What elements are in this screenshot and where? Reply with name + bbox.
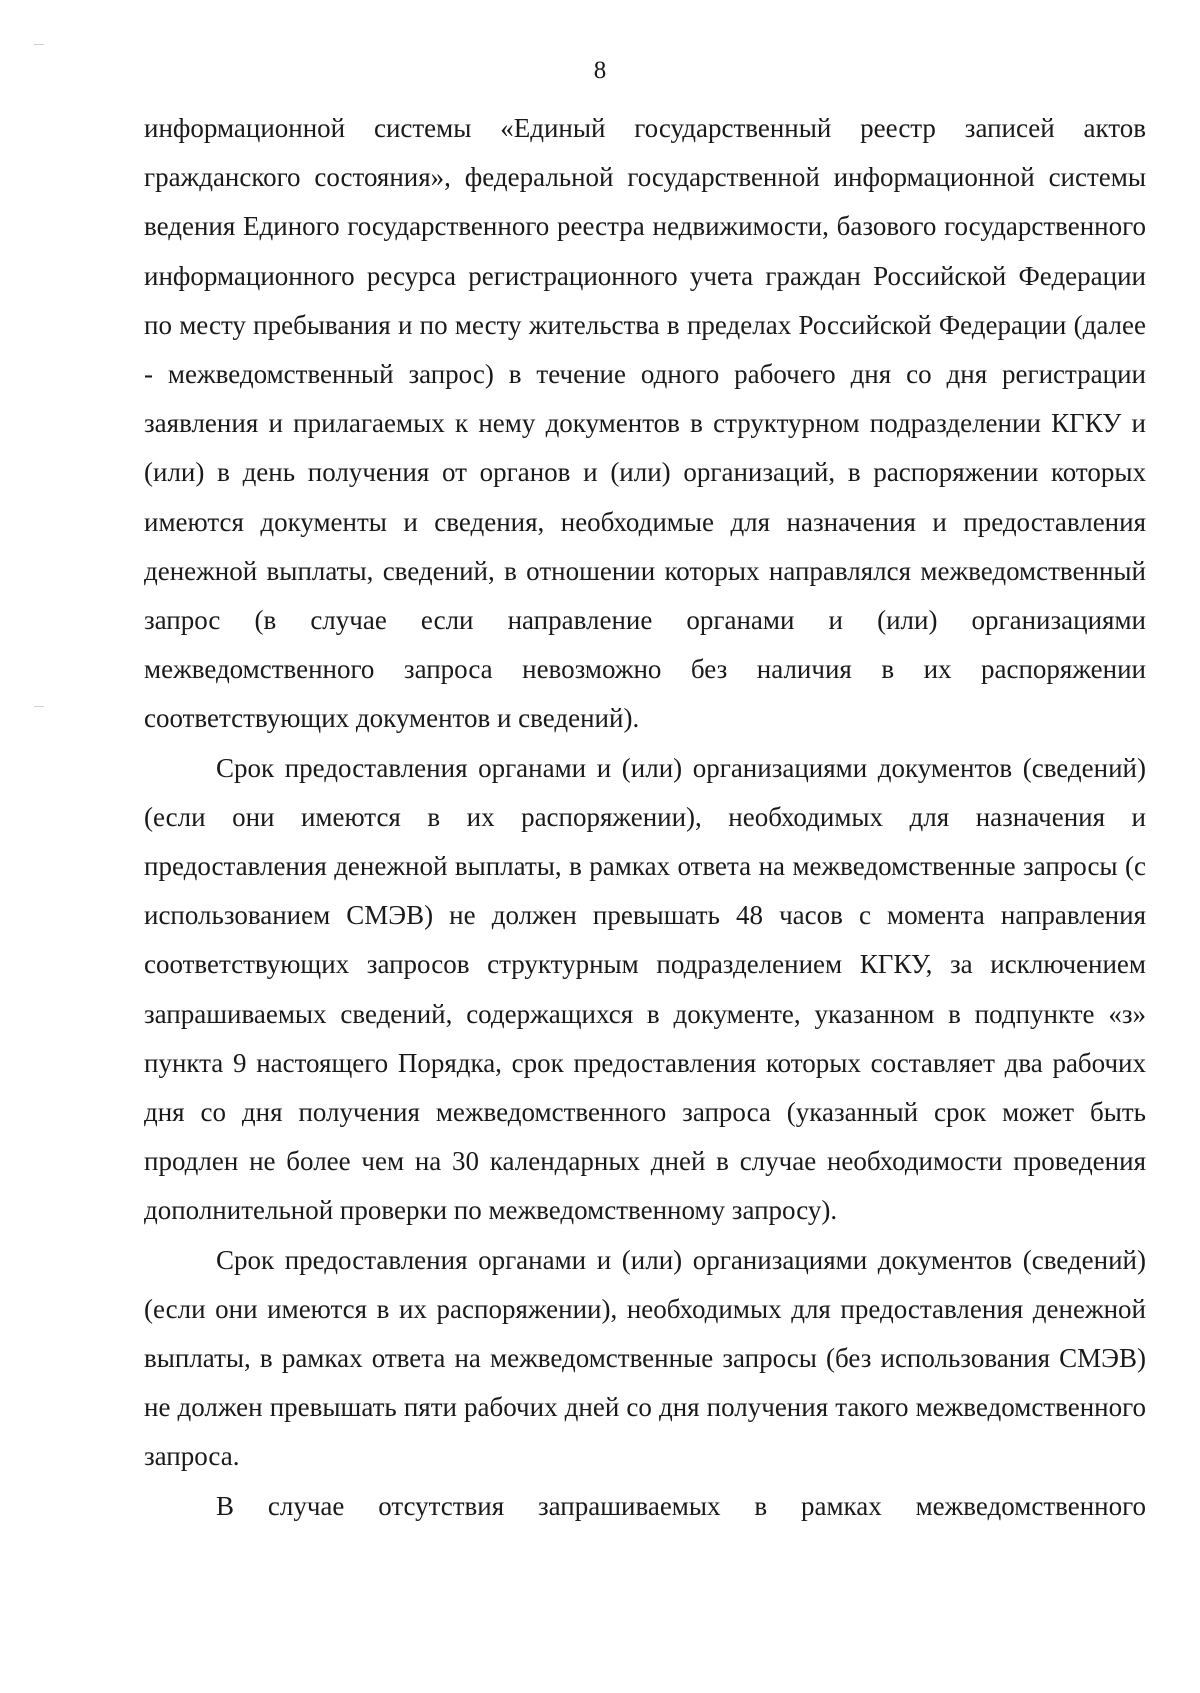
paragraph-smev-deadline: Срок предоставления органами и (или) организациями документов (сведений) (если они имеются в их распоряжении), необходимых для назначения и предоставления денежной выплаты, в рамках ответа на межведомственные запросы (с использованием СМЭВ) не должен превышать 48 часов с момента направления соответствующих запросов структурным подразделением КГКУ, за исключением запрашиваемых сведений, содержащихся в документе, указанном в подпункте «з» пункта 9 настоящего Порядка, срок предоставления которых составляет два рабочих дня со дня получения межведомственного запроса (указанный срок может быть продлен не более чем на 30 календарных дней в случае необходимости проведения дополнительной проверки по межведомственному запросу). — [144, 752, 1146, 1226]
paragraph-non-smev-deadline: Срок предоставления органами и (или) организациями документов (сведений) (если они имеются в их распоряжении), необходимых для предоставления денежной выплаты, в рамках ответа на межведомственные запросы (без использования СМЭВ) не должен превышать пяти рабочих дней со дня получения такого межведомственного запроса. — [144, 1244, 1146, 1472]
paragraph-absence-case: В случае отсутствия запрашиваемых в рамках межведомственного — [216, 1490, 1146, 1521]
scan-margin-mark — [34, 44, 44, 45]
body-text — [144, 104, 1146, 1531]
page-number: 8 — [593, 57, 607, 84]
paragraph-continuation: информационной системы «Единый государственный реестр записей актов гражданского состояния», федеральной государственной информационной системы ведения Единого государственного реестра недвижимости, базового государственного информационного ресурса регистрационного учета граждан Российской Федерации по месту пребывания и по месту жительства в пределах Российской Федерации (далее - межведомственный запрос) в течение одного рабочего дня со дня регистрации заявления и прилагаемых к нему документов в структурном подразделении КГКУ и (или) в день получения от органов и (или) организаций, в распоряжении которых имеются документы и сведения, необходимые для назначения и предоставления денежной выплаты, сведений, в отношении которых направлялся межведомственный запрос (в случае если направление органами и (или) организациями межведомственного запроса невозможно без наличия в их распоряжении соответствующих документов и сведений). — [144, 113, 1146, 734]
scan-margin-mark — [34, 706, 44, 707]
